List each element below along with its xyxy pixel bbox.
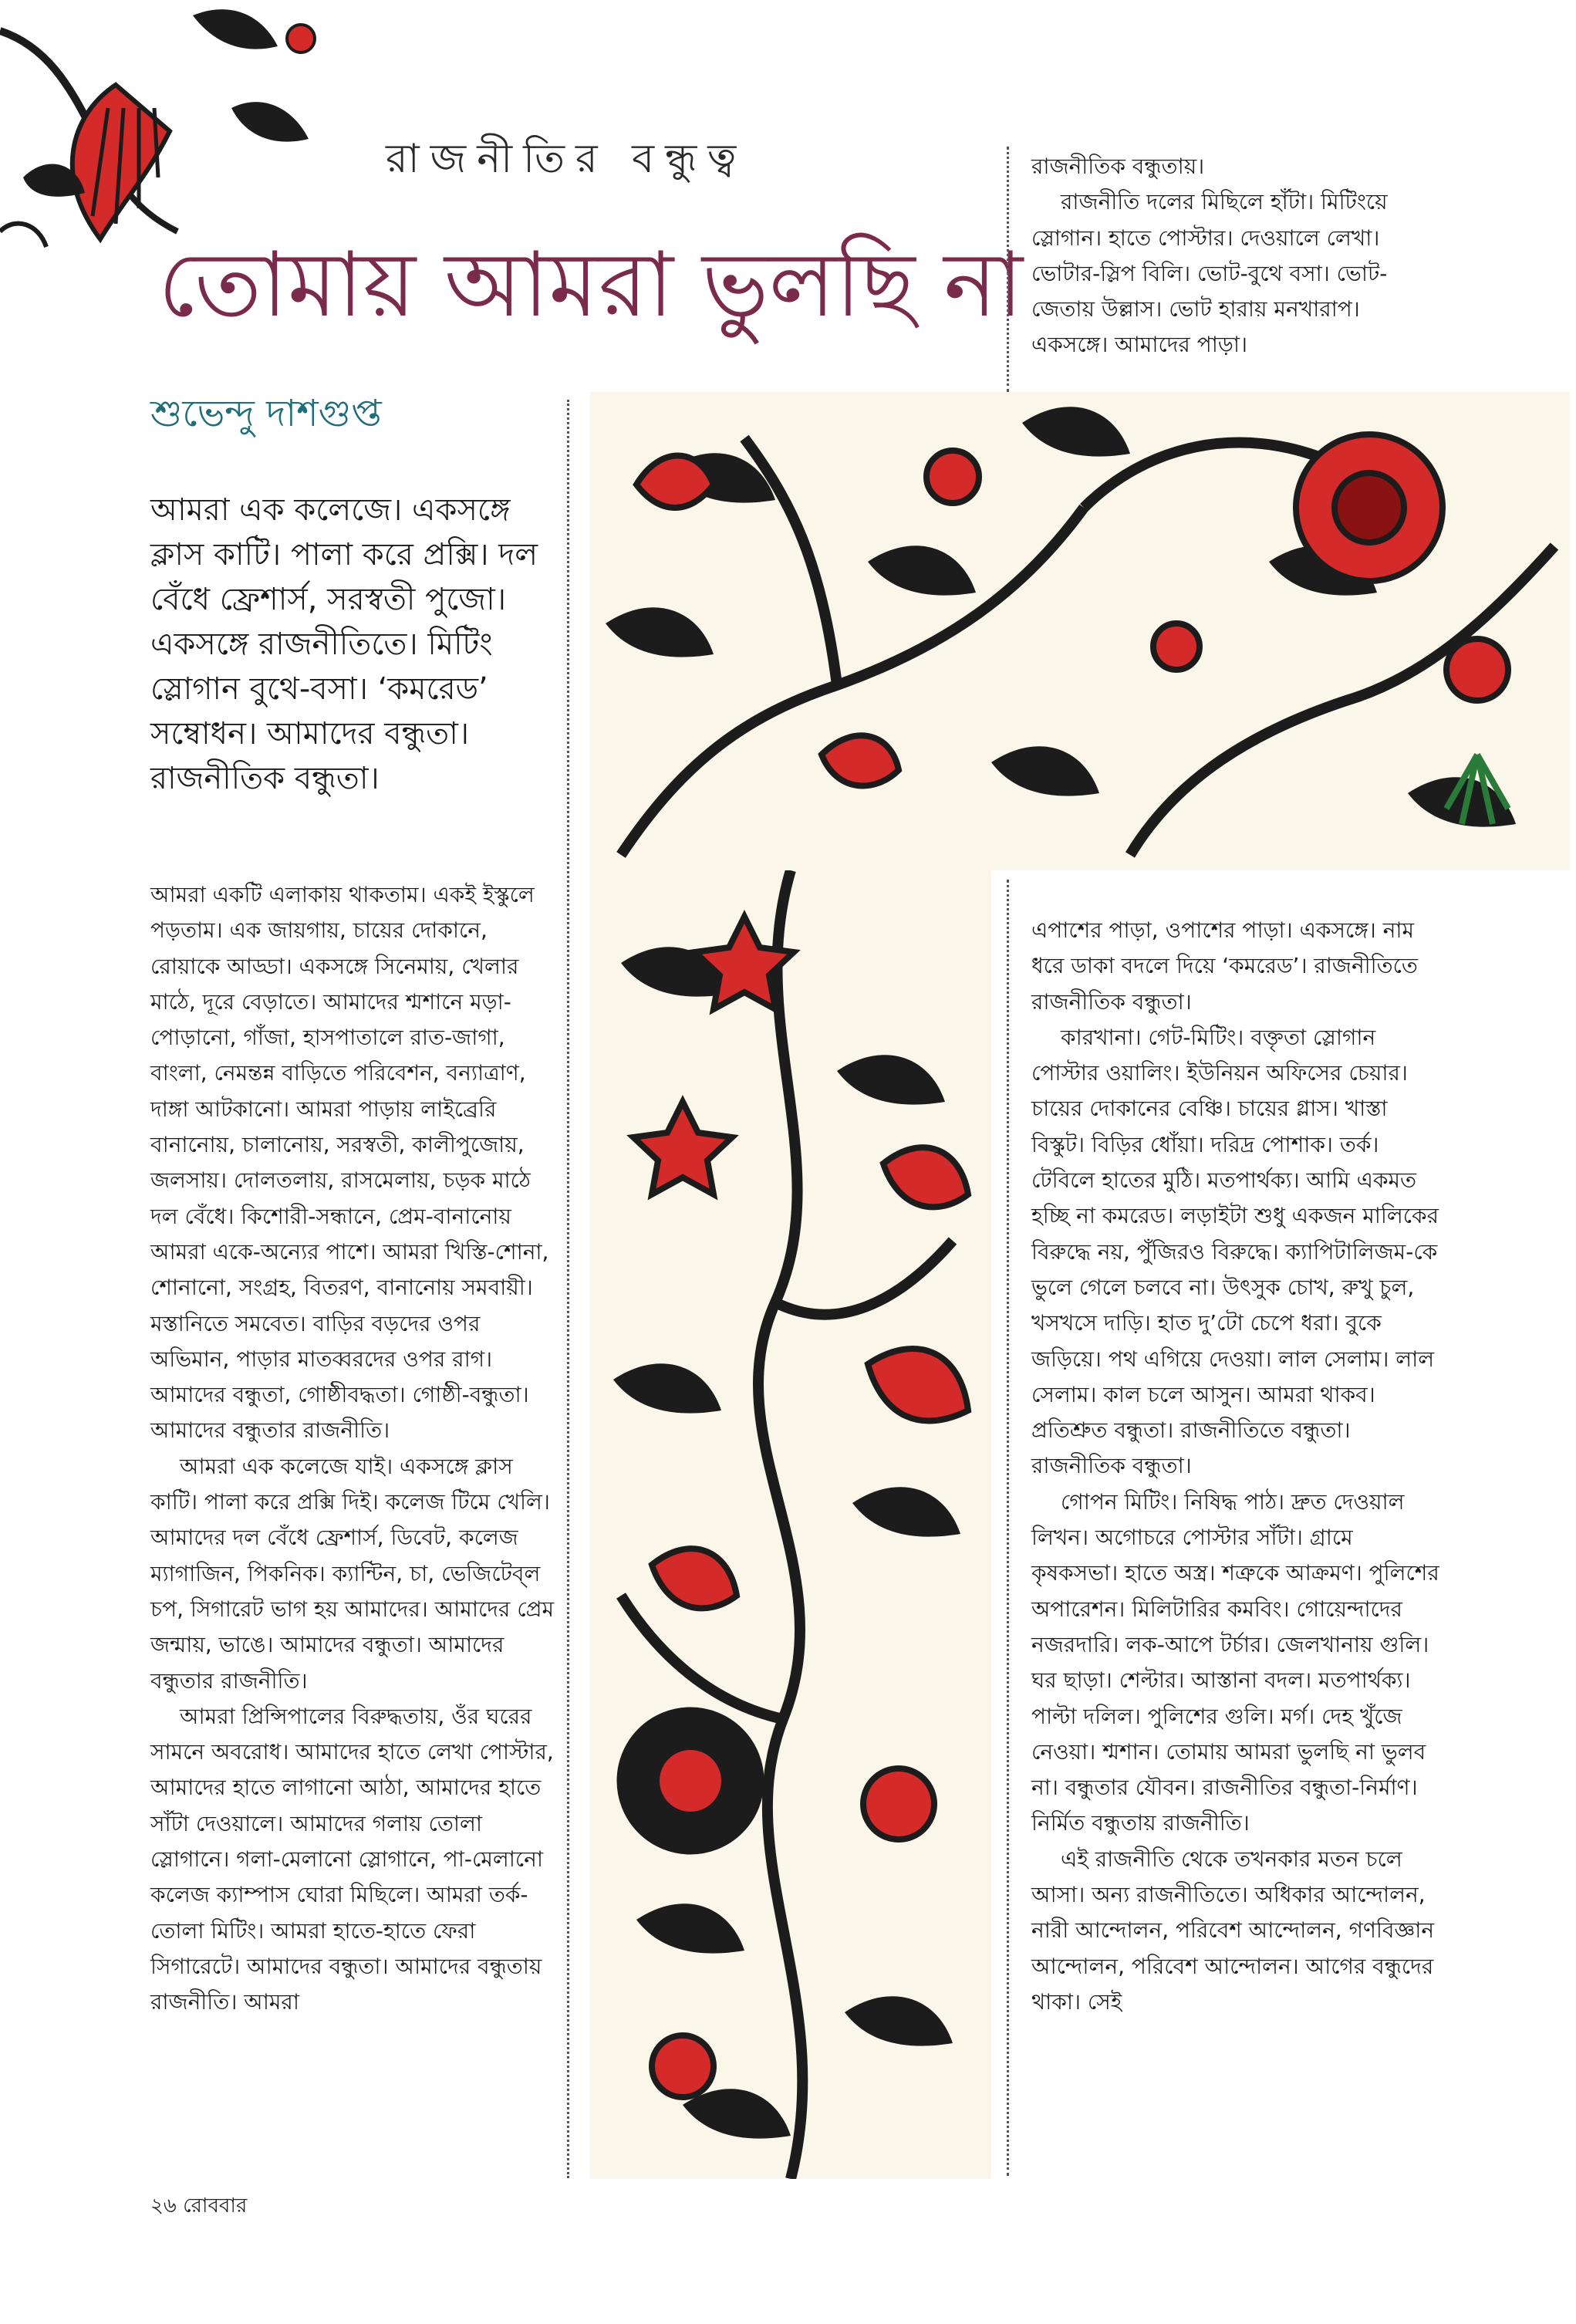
column-rule-left <box>567 400 569 2178</box>
body-column-right-bottom <box>1031 913 1444 2020</box>
body-paragraph: আমরা এক কলেজে যাই। একসঙ্গে ক্লাস কাটি। পালা করে প্রক্সি দিই। কলেজ টিমে খেলি। আমাদের দল বেঁধে ফ্রেশার্স, ডিবেট, কলেজ ম্যাগাজিন, পিকনিক। ক্যান্টিন, চা, ভেজিটেব্‌ল চপ, সিগারেট ভাগ হয় আমাদের। আমাদের প্রেম জন্মায়, ভাঙে। আমাদের বন্ধুতা। আমাদের বন্ধুতার রাজনীতি। <box>150 1453 555 1694</box>
article-headline: তোমায় আমরা ভুলছি না <box>158 233 1024 337</box>
body-paragraph: আমরা প্রিন্সিপালের বিরুদ্ধতায়, ওঁর ঘরের সামনে অবরোধ। আমাদের হাতে লেখা পোস্টার, আমাদের হাতে লাগানো আঠা, আমাদের হাতে সাঁটা দেওয়ালে। আমাদের গলায় তোলা স্লোগানে। গলা-মেলানো স্লোগানে, পা-মেলানো কলেজ ক্যাম্পাস ঘোরা মিছিলে। আমরা তর্ক-তোলা মিটিং। আমরা হাতে-হাতে ফেরা সিগারেটে। আমাদের বন্ধুতা। আমাদের বন্ধুতায় রাজনীতি। আমরা <box>150 1703 554 2015</box>
body-paragraph: আমরা একটি এলাকায় থাকতাম। একই ইস্কুলে পড়তাম। এক জায়গায়, চায়ের দোকানে, রোয়াকে আড্ডা। একসঙ্গে সিনেমায়, খেলার মাঠে, দূরে বেড়াতে। আমাদের শ্মশানে মড়া-পোড়ানো, গাঁজা, হাসপাতালে রাত-জাগা, বাংলা, নেমন্তন্ন বাড়িতে পরিবেশন, বন্যাত্রাণ, দাঙ্গা আটকানো। আমরা পাড়ায় লাইব্রেরি বানানোয়, চালানোয়, সরস্বতী, কালীপুজোয়, জলসায়। দোলতলায়, রাসমেলায়, চড়ক মাঠে দল বেঁধে। কিশোরী-সন্ধানে, প্রেম-বানানোয় আমরা একে-অন্যের পাশে। আমরা খিস্তি-শোনা, শোনানো, সংগ্রহ, বিতরণ, বানানোয় সমবায়ী। মস্তানিতে সমবেত। বাড়ির বড়দের ওপর অভিমান, পাড়ার মাতব্বরদের ওপর রাগ। আমাদের বন্ধুতা, গোষ্ঠীবদ্ধতা। গোষ্ঠী-বন্ধুতা। আমাদের বন্ধুতার রাজনীতি। <box>150 882 549 1444</box>
column-rule-right-bottom <box>1007 880 1009 2176</box>
author-byline: শুভেন্দু দাশগুপ্ত <box>150 392 382 435</box>
body-paragraph: রাজনীতি দলের মিছিলে হাঁটা। মিটিংয়ে স্লোগান। হাতে পোস্টার। দেওয়ালে লেখা। ভোটার-স্লিপ বিলি। ভোট-বুথে বসা। ভোট-জেতায় উল্লাস। ভোট হারায় মনখারাপ। একসঙ্গে। আমাদের পাড়া। <box>1031 189 1388 358</box>
body-paragraph: এপাশের পাড়া, ওপাশের পাড়া। একসঙ্গে। নাম ধরে ডাকা বদলে দিয়ে ‘কমরেড’। রাজনীতিতে রাজনীতিক বন্ধুতা। <box>1031 917 1418 1015</box>
body-column-left <box>150 877 563 2021</box>
section-kicker: রাজনীতির বন্ধুত্ব <box>386 136 748 182</box>
intro-standfirst: আমরা এক কলেজে। একসঙ্গে ক্লাস কাটি। পালা করে প্রক্সি। দল বেঁধে ফ্রেশার্স, সরস্বতী পুজো। একসঙ্গে রাজনীতিতে। মিটিং স্লোগান বুথে-বসা। ‘কমরেড’ সম্বোধন। আমাদের বন্ধুতা। রাজনীতিক বন্ধুতা। <box>150 492 538 796</box>
floral-strip-illustration <box>590 870 991 2179</box>
page-folio: ২৬ রোববার <box>150 2194 248 2218</box>
body-column-right-top <box>1031 149 1440 363</box>
body-paragraph: এই রাজনীতি থেকে তখনকার মতন চলে আসা। অন্য রাজনীতিতে। অধিকার আন্দোলন, নারী আন্দোলন, পরিবেশ আন্দোলন, গণবিজ্ঞান আন্দোলন, পরিবেশ আন্দোলন। আগের বন্ধুদের থাকা। সেই <box>1031 1846 1435 2015</box>
body-paragraph: কারখানা। গেট-মিটিং। বক্তৃতা স্লোগান পোস্টার ওয়ালিং। ইউনিয়ন অফিসের চেয়ার। চায়ের দোকানের বেঞ্চি। চায়ের গ্লাস। খাস্তা বিস্কুট। বিড়ির ধোঁয়া। দরিদ্র পোশাক। তর্ক। টেবিলে হাতের মুঠি। মতপার্থক্য। আমি একমত হচ্ছি না কমরেড। লড়াইটা শুধু একজন মালিকের বিরুদ্ধে নয়, পুঁজিরও বিরুদ্ধে। ক্যাপিটালিজম-কে ভুলে গেলে চলবে না। উৎসুক চোখ, রুখু চুল, খসখসে দাড়ি। হাত দু’টো চেপে ধরা। বুকে জড়িয়ে। পথ এগিয়ে দেওয়া। লাল সেলাম। লাল সেলাম। কাল চলে আসুন। আমরা থাকব। প্রতিশ্রুত বন্ধুতা। রাজনীতিতে বন্ধুতা। রাজনীতিক বন্ধুতা। <box>1031 1024 1439 1479</box>
column-rule-right-top <box>1007 147 1009 392</box>
floral-pattern-illustration <box>590 392 1570 870</box>
body-paragraph: গোপন মিটিং। নিষিদ্ধ পাঠ। দ্রুত দেওয়াল লিখন। অগোচরে পোস্টার সাঁটা। গ্রামে কৃষকসভা। হাতে অস্ত্র। শত্রুকে আক্রমণ। পুলিশের অপারেশন। মিলিটারির কমবিং। গোয়েন্দাদের নজরদারি। লক-আপে টর্চার। জেলখানায় গুলি। ঘর ছাড়া। শেল্টার। আস্তানা বদল। মতপার্থক্য। পাল্টা দলিল। পুলিশের গুলি। মর্গ। দেহ খুঁজে নেওয়া। শ্মশান। তোমায় আমরা ভুলছি না ভুলব না। বন্ধুতার যৌবন। রাজনীতির বন্ধুতা-নির্মাণ। নির্মিত বন্ধুতায় রাজনীতি। <box>1031 1488 1439 1836</box>
body-paragraph: রাজনীতিক বন্ধুতায়। <box>1031 154 1205 179</box>
